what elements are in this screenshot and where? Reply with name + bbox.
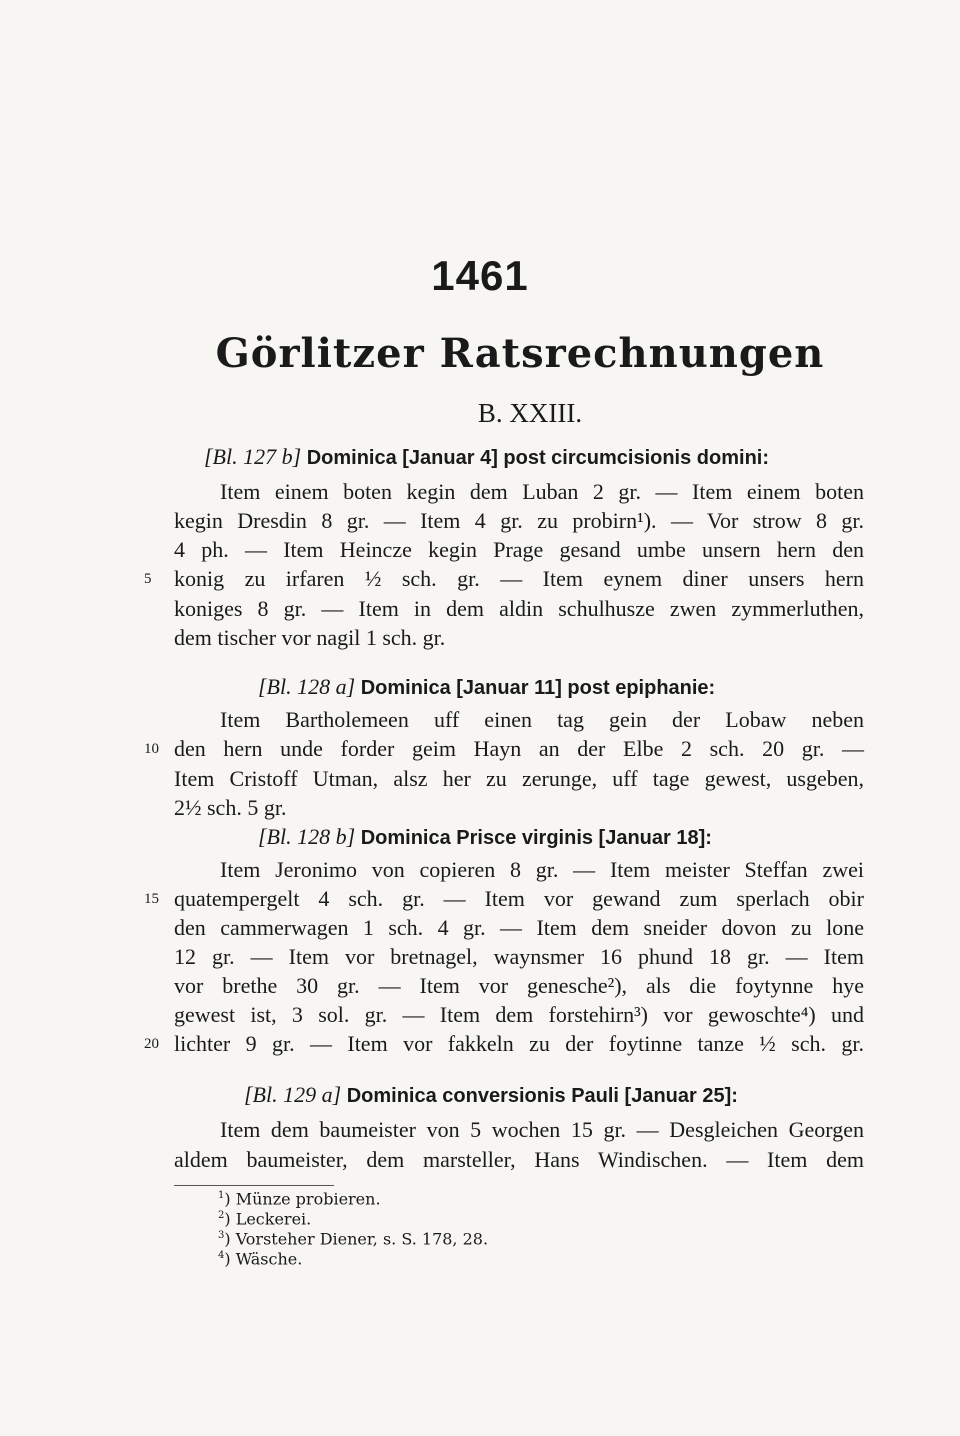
text-line: koniges 8 gr. — Item in dem aldin schulhusze zwen zymmerluthen, [174, 596, 864, 621]
section-heading [244, 1080, 738, 1111]
text-line: Item Bartholemeen uff einen tag gein der Lobaw neben [220, 707, 864, 732]
text-line: quatempergelt 4 sch. gr. — Item vor gewand zum sperlach obir [174, 886, 864, 911]
footnote-text: ) Vorsteher Diener, s. S. 178, 28. [224, 1229, 489, 1249]
text-line: aldem baumeister, dem marsteller, Hans Windischen. — Item dem [174, 1147, 864, 1172]
line-number: 10 [144, 741, 159, 757]
heading-text: Dominica [Januar 4] post circumcisionis domini: [306, 447, 770, 469]
section-heading [258, 672, 715, 703]
footnote-text: ) Wäsche. [224, 1249, 303, 1269]
text-line: den cammerwagen 1 sch. 4 gr. — Item dem sneider dovon zu lone [174, 915, 864, 940]
text-line: 4 ph. — Item Heincze kegin Prage gesand umbe unsern hern den [174, 537, 864, 562]
folio-reference: [Bl. 127 b] [204, 444, 302, 469]
text-line: den hern unde forder geim Hayn an der Elbe 2 sch. 20 gr. — [174, 736, 864, 761]
text-line: Item Jeronimo von copieren 8 gr. — Item meister Steffan zwei [220, 857, 864, 882]
folio-reference: [Bl. 128 a] [258, 674, 356, 699]
heading-text: Dominica [Januar 11] post epiphanie: [360, 677, 716, 699]
folio-reference: [Bl. 129 a] [244, 1082, 342, 1107]
section-heading [204, 442, 769, 473]
text-line: dem tischer vor nagil 1 sch. gr. [174, 625, 446, 650]
line-number: 15 [144, 891, 159, 907]
text-line: 2½ sch. 5 gr. [174, 795, 287, 820]
text-line: kegin Dresdin 8 gr. — Item 4 gr. zu probirn¹). — Vor strow 8 gr. [174, 508, 864, 533]
section-heading [258, 822, 712, 853]
heading-text: Dominica Prisce virginis [Januar 18]: [360, 827, 712, 849]
text-line: Item Cristoff Utman, alsz her zu zerunge, uff tage gewest, usgeben, [174, 766, 864, 791]
footnote-mark: 2 [218, 1210, 225, 1221]
footnote-mark: 3 [218, 1230, 225, 1241]
footnote-mark: 1 [218, 1190, 225, 1201]
page-title: Görlitzer Ratsrechnungen [215, 330, 825, 377]
text-line: 12 gr. — Item vor bretnagel, waynsmer 16 phund 18 gr. — Item [174, 944, 864, 969]
text-line: konig zu irfaren ½ sch. gr. — Item eynem diner unsers hern [174, 566, 864, 591]
footnote-text: ) Leckerei. [224, 1209, 312, 1229]
text-line: Item dem baumeister von 5 wochen 15 gr. — Desgleichen Georgen [220, 1117, 864, 1142]
text-line: gewest ist, 3 sol. gr. — Item dem forstehirn³) vor gewoschte⁴) und [174, 1002, 864, 1027]
line-number: 20 [144, 1036, 159, 1052]
line-number: 5 [144, 571, 152, 587]
page-year: 1461 [431, 252, 529, 299]
text-line: Item einem boten kegin dem Luban 2 gr. — Item einem boten [220, 479, 864, 504]
footnote [218, 1246, 302, 1269]
footnote-mark: 4 [218, 1250, 225, 1261]
heading-text: Dominica conversionis Pauli [Januar 25]: [346, 1085, 738, 1107]
text-line: vor brethe 30 gr. — Item vor genesche²), als die foytynne hye [174, 973, 864, 998]
folio-reference: [Bl. 128 b] [258, 824, 356, 849]
text-line: lichter 9 gr. — Item vor fakkeln zu der foytinne tanze ½ sch. gr. [174, 1031, 864, 1056]
volume-label: B. XXIII. [477, 398, 583, 428]
footnote-text: ) Münze probieren. [224, 1189, 381, 1209]
